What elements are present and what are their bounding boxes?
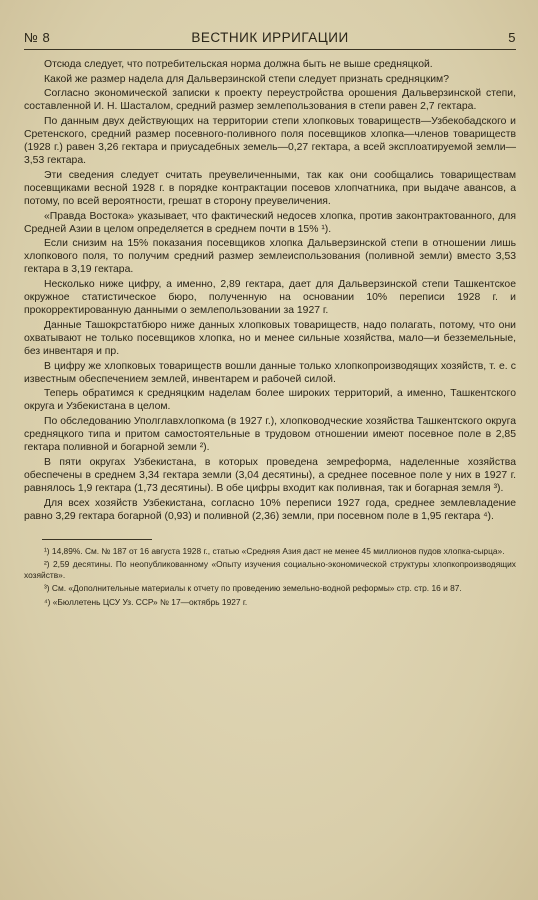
footnote: ³) См. «Дополнительные материалы к отчету по проведению земельно-водной реформы» стр. стр. 16 и 87. [44,583,462,594]
paragraph: «Правда Востока» указывает, что фактический недосев хлопка, против законтрактованного, для Средней Азии в целом определяется в среднем почти в 15% ¹). [24,210,516,235]
paragraph: По данным двух действующих на территории степи хлопковых товариществ—Узбекобадского и Сретенского, средний размер посевного-поливного поля посевщиков хлопка—членов товариществ (1928 г.) равен 3,26 гектара и приусадебных земель—0,27 гектара, а всей эксплоатируемой земли—3,53 гектара. [24,115,516,167]
paragraph: В цифру же хлопковых товариществ вошли данные только хлопкопроизводящих хозяйств, т. е. с известным обеспечением землей, инвентарем и рабочей силой. [24,360,516,385]
paragraph: Для всех хозяйств Узбекистана, согласно 10% переписи 1927 года, среднее землевладение равно 3,29 гектара богарной (0,93) и поливной (2,36) земли, при посевном поле в 1,95 гектара ⁴). [24,497,516,522]
journal-title: ВЕСТНИК ИРРИГАЦИИ [191,30,349,45]
paragraph: Если снизим на 15% показания посевщиков хлопка Дальверзинской степи в отношении лишь хлопкового поля, то получим средний размер землеиспользования (поливной земли) вместо 3,53 гектара в 3,19 гектара. [24,238,516,276]
paragraph: Эти сведения следует считать преувеличенными, так как они сообщались товариществам посевщиками весной 1928 г. в порядке контрактации посевов хлопчатника, при выдаче авансов, а потому, по всей вероятности, грешат в сторону преувеличения. [24,169,516,207]
running-header [24,30,516,45]
issue-number: № 8 [24,30,51,45]
article-body [24,58,516,523]
footnote: ¹) 14,89%. См. № 187 от 16 августа 1928 г., статью «Средняя Азия даст не менее 45 миллионов пудов хлопка-сырца». [44,545,505,556]
footnotes [24,546,516,608]
footnote: ²) 2,59 десятины. По неопубликованному «Опыту изучения социально-экономической структуры хлопкопроизводящих хозяйств». [24,558,516,581]
paragraph: Теперь обратимся к средняцким наделам более широких территорий, а именно, Ташкентского округа и Узбекистана в целом. [24,388,516,413]
header-rule [24,49,516,50]
paragraph: Согласно экономической записки к проекту переустройства орошения Дальверзинской степи, составленной И. Н. Шасталом, средний размер землепользования в степи равен 2,7 гектара. [24,88,516,113]
paragraph: Несколько ниже цифру, а именно, 2,89 гектара, дает для Дальверзинской степи Ташкентское окружное статистическое бюро, полученную на основании 10% переписи 1928 г. и прокорректированную данными о землепользовании за 1927 г. [24,279,516,317]
page-number: 5 [508,30,516,45]
footnote: ⁴) «Бюллетень ЦСУ Уз. ССР» № 17—октябрь 1927 г. [44,596,248,607]
paragraph: Отсюда следует, что потребительская норма должна быть не выше средняцкой. [44,59,433,70]
footnote-rule [42,539,152,540]
paragraph: Данные Ташокрстатбюро ниже данных хлопковых товариществ, надо полагать, потому, что они охватывают не только посевщиков хлопка, но и менее сильные хозяйства, мало—и безземельные, без инвентаря и пр. [24,319,516,357]
paragraph: По обследованию Уполглавхлопкома (в 1927 г.), хлопководческие хозяйства Ташкентского округа средняцкого типа и притом самостоятельные в трудовом отношении имеют посевное поле в 2,85 гектара поливной и богарной земли ²). [24,415,516,454]
paragraph: Какой же размер надела для Дальверзинской степи следует признать средняцким? [44,73,449,85]
paragraph: В пяти округах Узбекистана, в которых проведена земреформа, наделенные хозяйства обеспечены в среднем 3,34 гектара земли (3,04 десятины), а среднее посевное поле у них в 1927 г. равнялось 1,9 гектара (1,73 десятины). В обе цифры входит как поливная, так и богарная земля ³). [24,456,516,494]
